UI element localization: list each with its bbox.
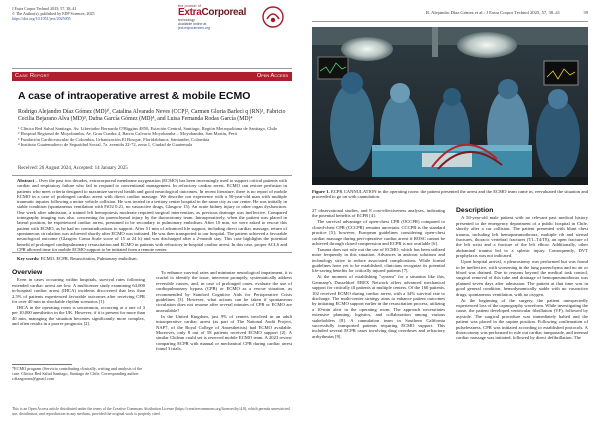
- corresponding-author-footnote: *ECMO program (Servicio contributing clinically, writing and analysis of the case. Clínica Red Salud Santiago, Santiago de Chile. Corresponding author: r.diazgomez@gmail.com: [12, 366, 143, 381]
- logo-main-text: [178, 8, 256, 18]
- license-note: This is an Open Access article distributed under the terms of the Creative Commons Attribution License (https://creativecommons.org/licenses/by/4.0), which permits unrestricted use, distribution, and reproduction in any medium, provided the original work is properly cited.: [12, 407, 290, 416]
- affiliation: ¹ Clínica Red Salud Santiago, Av. Libertador Bernardo O'Higgins 4850, Estación Central, Santiago, Región Metropolitana de Santiago, Chile: [18, 126, 278, 131]
- figure-label: Figure 1.: [312, 189, 330, 194]
- logo-url[interactable]: ject.edpsciences.org: [178, 26, 210, 30]
- received-accepted-dates: Received: 26 August 2024, Accepted: 14 January 2025: [18, 166, 128, 171]
- paragraph: IHCA in the operating room is uncommon, occurring at a rate of 3 per 10,000 anesthetics in the UK. However, if it is present for more than 40 min, managing the situation becomes significantly more complex, and often results in a poorer prognosis [2].: [12, 304, 145, 327]
- paragraph: A 50-year-old male patient with no relevant past medical history presented to the emergency department of a public hospital in Chile, shortly after a car collision. The patient presented with blunt chest trauma, including left hemopneumothorax, multiple rib and sternal fractures, thoracic vertebral fractures (T1–T4/T8), an open fracture of the left wrist and a fracture of the left elbow. Additionally, other abdominal trauma led to a splenic injury. Consequently, DVT prophylaxis was not indicated.: [456, 215, 588, 259]
- logo-small-text: the journal of: [178, 4, 202, 8]
- paragraph: To enhance survival rates and minimize neurological impairment, it is crucial to identify the issue, intervene promptly, systematically address reversible causes, and, in case of prolonged cases, evaluate the use of cardiopulmonary bypass (CPB) or ECMO as a rescue situation, as recommended by Stanford Cognitive Aids for Perioperative Crisis guidelines [3]. However, what actions can be taken if spontaneous circulation does not resume after several minutes of CPR or ECMO are unavailable?: [156, 270, 292, 313]
- right-column-a: [312, 208, 445, 340]
- paragraph: In the United Kingdom, just 9% of centers involved in an adult intraoperative cardiac arrest (as part of The National Audit Project, NAP7, of the Royal College of Anaesthetists) had ECMO available. Moreover, only 8 out of 58 patients received ECMO support [2]. A similar Chilean could set is reserved mobile ECMO team. A 2023 review comparing ECPR with manual or mechanical CPR during cardiac arrest found 3 trials,: [156, 313, 292, 352]
- paragraph: At the moment of establishing "system" for a situation like this, Germany's Dusseldorf EREX Network offers advanced mechanical support for critically ill patients at multiple centers. Of the 160 patients, 102 received ECMO during cardiac arrest, with a 34% survival rate to discharge. The multi-center strategy aims to enhance patient outcomes by initiating ECMO support earlier in the resuscitation process, utilizing a 10-min alert in the operating room. The approach necessitates extensive planning, logistics, and collaboration among various stakeholders [8]. A cannulation team in Southern California successfully transported patients requiring ECMO support. This included several ECPR cases involving drug overdoses and refractory arrhythmias [9].: [312, 274, 445, 339]
- logo-available: Available online at: [178, 22, 207, 26]
- page-number: 39: [583, 10, 588, 15]
- running-head: R. Alejandro Díaz Gómez et al.: J Extra Corpor Technol 2025, 57, 38–41: [425, 10, 560, 15]
- paragraph: 27 observational studies, and 8 cost-effectiveness analyses, indicating the potential benefits of ECPR [4].: [312, 208, 445, 219]
- paragraph: At the beginning of the surgery, the patient unexpectedly experienced loss of the capnography waveform. While investigating the cause, the patient developed ventricular fibrillation (VF), followed by asystole. The surgical procedure was immediately halted and the patient was placed in the supine position. Following confirmation of pulselessness, CPR was initiated according to established protocols. A thoracotomy was performed to rule out cardiac tamponade, and internal cardiac massage was initiated, followed by direct defibrillation. The: [456, 297, 588, 341]
- overview-heading: Overview: [12, 269, 43, 276]
- citation-header: [12, 6, 142, 21]
- keywords-label: Key words:: [17, 256, 40, 261]
- paragraph: The survival advantage of open-chest CPR (OCCPR) compared to closed-chest CPR (CCCPR) remains uncertain. CCCPR is the standard practice [5]; however, European guidelines considering open-chest cardiac massage during peri-operative cardiac arrest if ROSC cannot be achieved through closed compression and ECPR is not available [6].: [312, 219, 445, 246]
- caption-text: ECPR CANNULATION in the operating room: the patient presented the arrest and the ECMO team came in, reevaluated the situation and proceeded to go on with cannulation.: [312, 189, 588, 200]
- abstract-label: Abstract: [17, 178, 35, 183]
- keywords: [17, 256, 287, 261]
- description-heading: Description: [456, 207, 494, 214]
- open-access-label: Open Access: [256, 73, 288, 79]
- paragraph: Even in cases occurring within hospitals, survival rates following extended cardiac arrest are low. A multicenter study examining 64,000 in-hospital cardiac arrest (IHCA) incidents discovered that less than 2.5% of patients experienced favorable outcomes after receiving CPR for over 40 min in shockable rhythm scenarios [1].: [12, 277, 145, 305]
- logo-extra: Extra: [178, 7, 202, 18]
- journal-logo: [178, 4, 256, 30]
- affiliation: ³ Fundación Cardiovascular de Colombia, Urbanización El Bosque, Floridablanca, Santander, Colombia: [18, 136, 210, 142]
- citation-line: J Extra Corpor Technol 2025; 57, 38–41: [12, 6, 77, 11]
- author-list: Rodrigo Alejandro Díaz Gómez (MD)¹ⁱ, Catalina Alvarado Neves (CCP)², Carmen Gloria Barleci q (RN)¹, Fabricio Cecilia Bejarano Alva (MD)³, Dafna García Gómez (MD)⁴, and Luisa Fernanda Rodas García (MD)⁴: [18, 109, 286, 123]
- edp-logo-icon: [262, 6, 284, 28]
- logo-corporeal: Corporeal: [201, 7, 247, 18]
- header-rule: [12, 68, 292, 69]
- left-column-a: [12, 270, 145, 327]
- paragraph: Trauma does not rule out the use of ECMO, which has been utilized more frequently in this situation. Advances in anticoat solutions and technology strive to reduce associated complications. While formal guidelines have yet to be established, clinicians recognize its potential life-saving benefits for critically injured patients [7].: [312, 246, 445, 274]
- figure-caption: [312, 189, 588, 200]
- abstract: Abstract – Over the past two decades, extracorporeal membrane oxygenation (ECMO) has been increasingly used to support critical patients with cardiac and respiratory failure who fail to respond to conventional management. In refractory cardiac arrest, ECMO can restore perfusion in patients who meet criteria designed to maximize survival health and good neurological outcomes. In recent literature, there is no report of mobile ECMO in a case of prolonged cardiac arrest with direct cardiac massage. We describe our experience with a 50-year-old man with multiple traumatic injuries following a motor vehicle collision. He was treated in a tertiary center hospital in the same city as our center. He was initially in stable condition (spontaneous ventilation with FiO2 0.21, no vasoactive drugs, Glasgow 15). An acute kidney injury or other organ dysfunction. One week after admission, a trained left hemopoiesis moderate required surgical intervention, as previous drainage was ineffective. Compared tomography imaging was also. concerning for parenchymal injury by the thoracotomy team. Intraoperatively, when the patient was placed in lateral position, he experienced cardiac arrest, presumed to be secondary to pulmonary embolism. After 10 min, we were asked to rescue this patient with ECMO, as he had no contraindications to support. After 51 min of advanced life support, including direct cardiac massage, return of spontaneous circulation was achieved shortly after ECMO was initiated. He was then transported to our hospital. The patient achieved a favorable neurological outcome (Glasgow Coma Scale score of 15 at 24 h) and was discharged after a 2-month stay. This case highlights the potential benefit of prolonged cardiopulmonary resuscitation and ECMO in patients with refractory in-hospital cardiac arrest. In this case, proper ACLS and CPR allowed time for mobile ECMO support to be initiated from a remote center.: [17, 178, 287, 252]
- paragraph: Upon hospital arrival, a pleurostomy was performed but was found to be ineffective, with worsening in the lung parenchyma and no air or blood was drained. Due to reasons beyond the medical task control, surgical removal of this tube and drainage of hemopneumothorax was planned seven days after admission. The patient at that time was in good general condition, hemodynamically stable with no vasoactive drugs, spontaneous ventilation, with no oxygen.: [456, 259, 588, 297]
- affiliation: ² Hospital Regional de Moyobamba, Av. Grau Cuadra 4, Barrio Calvario Moyobamba – Moyobamba, San Martín, Perú: [18, 131, 237, 137]
- left-column-b: [156, 270, 292, 352]
- abstract-bottom-rule: [12, 252, 292, 253]
- affiliation: ⁴ Instituto Guatemalteco de Seguridad Social, 7a. avenida 22-72, zona 1, Ciudad de Guatemala: [18, 142, 193, 148]
- case-report-label: Case Report: [15, 73, 50, 79]
- right-column-b: [456, 208, 588, 341]
- article-type-bar: [12, 72, 292, 81]
- affiliations: [18, 126, 288, 148]
- article-title: A case of intraoperative arrest & mobile ECMO: [18, 90, 251, 102]
- header-rule: [312, 21, 588, 22]
- operating-room-photo: [312, 27, 588, 185]
- logo-technology: technology: [178, 18, 195, 22]
- doi-link[interactable]: https://doi.org/10.1051/ject/2025005: [12, 16, 71, 21]
- right-page: [300, 0, 600, 425]
- footnote-rule: [12, 364, 72, 365]
- abstract-text: Over the past two decades, extracorporeal membrane oxygenation (ECMO) has been increasingly used to support critical patients with cardiac and respiratory failure who fail to respond to conventional management. In refractory cardiac arrest, ECMO can restore perfusion in patients who meet criteria designed to maximize survival health and good neurological outcomes. In recent literature, there is no report of mobile ECMO in a case of prolonged cardiac arrest with direct cardiac massage. We describe our experience with a 50-year-old man with multiple traumatic injuries following a motor vehicle collision. He was treated in a tertiary center hospital in the same city as our center. He was initially in stable condition (spontaneous ventilation with FiO2 0.21, no vasoactive drugs, Glasgow 15). An acute kidney injury or other organ dysfunction. One week after admission, a trained left hemopoiesis moderate required surgical intervention, as previous drainage was ineffective. Compared tomography imaging was also. concerning for parenchymal injury by the thoracotomy team. Intraoperatively, when the patient was placed in lateral position, he experienced cardiac arrest, presumed to be secondary to pulmonary embolism. After 10 min, we were asked to rescue this patient with ECMO, as he had no contraindications to support. After 51 min of advanced life support, including direct cardiac massage, return of spontaneous circulation was achieved shortly after ECMO was initiated. He was then transported to our hospital. The patient achieved a favorable neurological outcome (Glasgow Coma Scale score of 15 at 24 h) and was discharged after a 2-month stay. This case highlights the potential benefit of prolonged cardiopulmonary resuscitation and ECMO in patients with refractory in-hospital cardiac arrest. In this case, proper ACLS and CPR allowed time for mobile ECMO support to be initiated from a remote center.: [17, 178, 287, 252]
- keywords-text: ECMO, ECPR, Resuscitation, Pulmonary embolism.: [40, 256, 138, 261]
- copyright-line: © The Author(s), published by EDP Sciences, 2025: [12, 11, 95, 16]
